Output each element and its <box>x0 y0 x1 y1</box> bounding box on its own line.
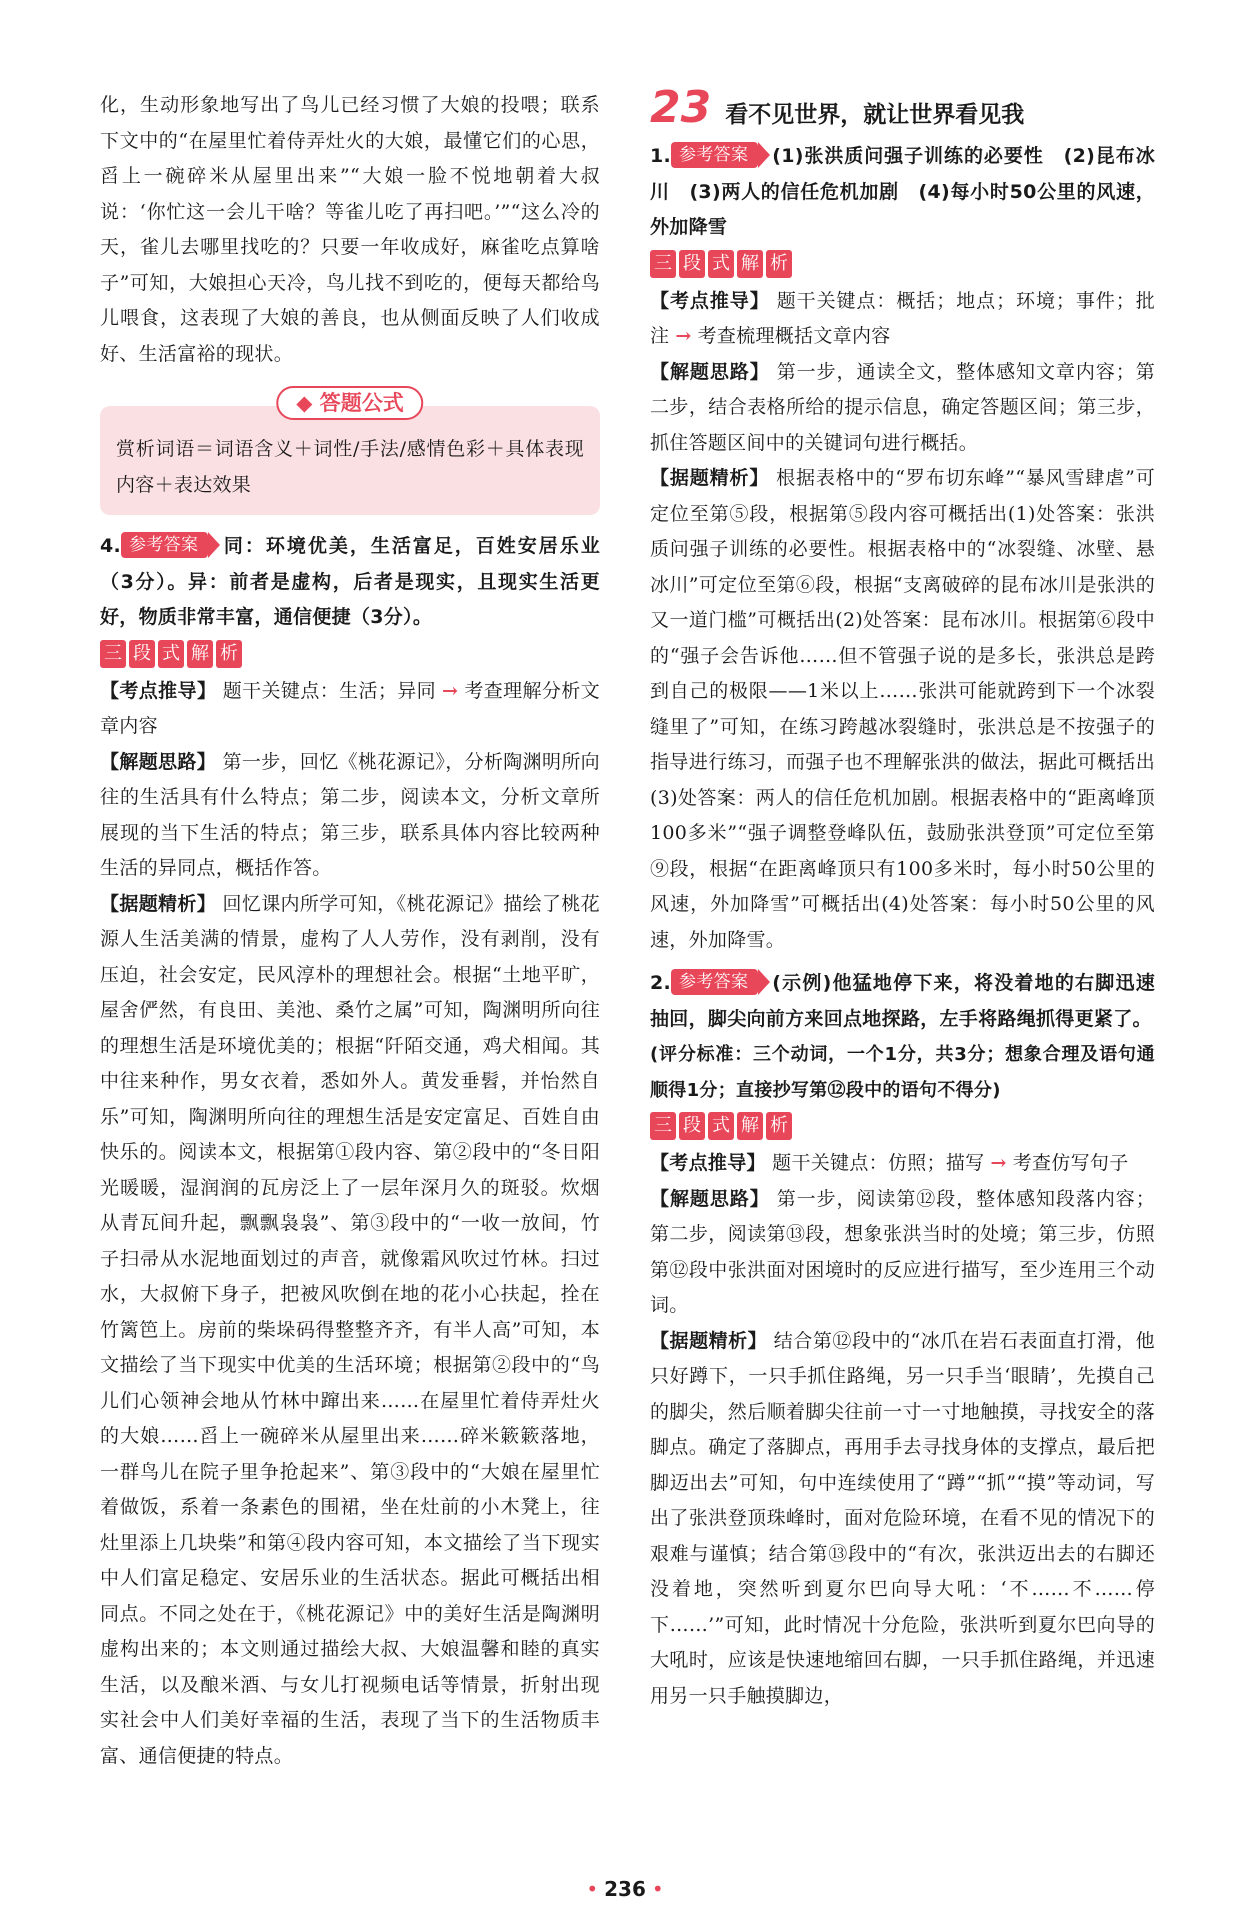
right-column <box>650 82 1156 1714</box>
q4-kaodian <box>100 674 600 745</box>
arrow-icon: → <box>442 679 459 702</box>
q1-jingxi <box>650 461 1155 958</box>
dot-left-icon: • <box>586 1877 599 1901</box>
analysis-char: 段 <box>679 250 705 278</box>
left-column <box>100 88 600 1774</box>
q1-answer-text: (1)张洪质问强子训练的必要性 (2)昆布冰川 (3)两人的信任危机加剧 (4)每小时50公里的风速，外加降雪 <box>650 145 1155 238</box>
section-number: 23 <box>650 82 712 133</box>
page-number <box>0 1877 1250 1901</box>
q2-answer-text: (示例)他猛地停下来，将没着地的右脚迅速抽回，脚尖向前方来回点地探路，左手将路绳抓得更紧了。 <box>650 972 1155 1030</box>
q2-kaodian <box>650 1146 1155 1182</box>
dot-right-icon: • <box>651 1877 664 1901</box>
page-number-text: 236 <box>604 1877 646 1901</box>
analysis-char: 式 <box>708 250 734 278</box>
q1-jt-label: 【解题思路】 <box>650 360 770 383</box>
q1-analysis-bar <box>650 250 1155 278</box>
q1-jt-text: 第一步，通读全文，整体感知文章内容；第二步，结合表格所给的提示信息，确定答题区间；第三步，抓住答题区间中的关键词句进行概括。 <box>650 360 1156 454</box>
analysis-char: 式 <box>708 1112 734 1140</box>
q4-answer-badge: 参考答案 <box>121 532 208 558</box>
q1-kaodian <box>650 284 1155 355</box>
q2-kd-label: 【考点推导】 <box>650 1152 766 1174</box>
analysis-char: 段 <box>129 640 155 668</box>
q1-kd-label: 【考点推导】 <box>650 289 770 312</box>
formula-title: ◆ 答题公式 <box>276 386 423 420</box>
analysis-char: 析 <box>216 640 242 668</box>
analysis-char: 析 <box>766 250 792 278</box>
q4-kd-text: 题干关键点：生活；异同 <box>222 679 437 702</box>
q4-jingxi <box>100 887 600 1775</box>
q4-jt-label: 【解题思路】 <box>100 750 217 773</box>
q2-jt-text: 第一步，阅读第⑫段，整体感知段落内容；第二步，阅读第⑬段，想象张洪当时的处境；第三步，仿照第⑫段中张洪面对困境时的反应进行描写，至少连用三个动词。 <box>650 1187 1156 1316</box>
q1-kd-result: 考查梳理概括文章内容 <box>697 325 891 347</box>
q1-answer-badge: 参考答案 <box>671 142 758 168</box>
q4-jieti <box>100 745 600 887</box>
q4-kd-result: 考查理解分析文章内容 <box>100 679 600 737</box>
q2-jx-text: 结合第⑫段中的“冰爪在岩石表面直打滑，他只好蹲下，一只手抓住路绳，另一只手当‘眼睛’，先摸自己的脚尖，然后顺着脚尖往前一寸一寸地触摸，寻找安全的落脚点。确定了落脚点，再用手去寻找身体的支撑点，最后把脚迈出去”可知，句中连续使用了“蹲”“抓”“摸”等动词，写出了张洪登顶珠峰时，面对危险环境，在看不见的情况下的艰难与谨慎；结合第⑬段中的“有次，张洪迈出去的右脚还没着地，突然听到夏尔巴向导大吼：‘不……不……停下……’”可知，此时情况十分危险，张洪听到夏尔巴向导的大吼时，应该是快速地缩回右脚，一只手抓住路绳，并迅速用另一只手触摸脚边， <box>650 1329 1155 1707</box>
q2-scoring: (评分标准：三个动词，一个1分，共3分；想象合理及语句通顺得1分；直接抄写第⑫段中的语句不得分) <box>650 1044 1155 1101</box>
q2-jt-label: 【解题思路】 <box>650 1187 770 1210</box>
q4-jt-text: 第一步，回忆《桃花源记》，分析陶渊明所向往的生活具有什么特点；第二步，阅读本文，分析文章所展现的当下生活的特点；第三步，联系具体内容比较两种生活的异同点，概括作答。 <box>100 750 600 879</box>
q4-answer-text: 同：环境优美，生活富足，百姓安居乐业（3分）。异：前者是虚构，后者是现实，且现实生活更好，物质非常丰富，通信便捷（3分）。 <box>100 535 600 628</box>
analysis-char: 解 <box>187 640 213 668</box>
q4-analysis-bar <box>100 640 600 668</box>
q2-jieti <box>650 1182 1155 1324</box>
q4-kd-label: 【考点推导】 <box>100 679 217 702</box>
analysis-char: 三 <box>650 1112 676 1140</box>
section-title: 看不见世界，就让世界看见我 <box>725 102 1025 128</box>
analysis-char: 解 <box>737 250 763 278</box>
q1-answer <box>650 139 1155 246</box>
q4-number: 4. <box>100 535 122 557</box>
q4-jx-label: 【据题精析】 <box>100 892 217 915</box>
analysis-char: 式 <box>158 640 184 668</box>
q2-kd-result: 考查仿写句子 <box>1012 1152 1129 1174</box>
q1-jx-label: 【据题精析】 <box>650 467 770 489</box>
q2-number: 2. <box>650 972 672 994</box>
analysis-char: 三 <box>650 250 676 278</box>
section-header <box>650 82 1155 133</box>
analysis-char: 析 <box>766 1112 792 1140</box>
q2-answer-badge: 参考答案 <box>671 969 758 995</box>
q2-jingxi <box>650 1324 1155 1715</box>
q4-answer <box>100 529 600 636</box>
q2-jx-label: 【据题精析】 <box>650 1329 768 1352</box>
q1-kd-text: 题干关键点：概括；地点；环境；事件；批注 <box>650 289 1156 347</box>
q1-jieti <box>650 355 1155 462</box>
arrow-icon: → <box>990 1152 1007 1174</box>
q1-jx-text: 根据表格中的“罗布切东峰”“暴风雪肆虐”可定位至第⑤段，根据第⑤段内容可概括出(1)处答案：张洪质问强子训练的必要性。根据表格中的“冰裂缝、冰壁、悬冰川”可定位至第⑥段，根据“支离破碎的昆布冰川是张洪的又一道门槛”可概括出(2)处答案：昆布冰川。根据第⑥段中的“强子会告诉他……但不管强子说的是多长，张洪总是跨到自己的极限——1米以上……张洪可能就跨到下一个冰裂缝里了”可知，在练习跨越冰裂缝时，张洪总是不按强子的指导进行练习，而强子也不理解张洪的做法，据此可概括出(3)处答案：两人的信任危机加剧。根据表格中的“距离峰顶100多米”“强子调整登峰队伍，鼓励张洪登顶”可定位至第⑨段，根据“在距离峰顶只有100多米时，每小时50公里的风速，外加降雪”可概括出(4)处答案：每小时50公里的风速，外加降雪。 <box>650 467 1155 951</box>
formula-text: 赏析词语＝词语含义＋词性/手法/感情色彩＋具体表现内容＋表达效果 <box>116 438 584 496</box>
arrow-icon: → <box>675 325 692 347</box>
analysis-char: 段 <box>679 1112 705 1140</box>
q2-analysis-bar <box>650 1112 1155 1140</box>
formula-box <box>100 391 600 515</box>
q1-number: 1. <box>650 145 672 167</box>
analysis-char: 解 <box>737 1112 763 1140</box>
q2-kd-text: 题干关键点：仿照；描写 <box>772 1152 985 1174</box>
analysis-char: 三 <box>100 640 126 668</box>
q4-jx-text: 回忆课内所学可知，《桃花源记》描绘了桃花源人生活美满的情景，虚构了人人劳作，没有剥削，没有压迫，社会安定，民风淳朴的理想社会。根据“土地平旷，屋舍俨然，有良田、美池、桑竹之属”可知，陶渊明所向往的理想生活是环境优美的；根据“阡陌交通，鸡犬相闻。其中往来种作，男女衣着，悉如外人。黄发垂髫，并怡然自乐”可知，陶渊明所向往的理想生活是安定富足、百姓自由快乐的。阅读本文，根据第①段内容、第②段中的“冬日阳光暖暖，湿润润的瓦房泛上了一层年深月久的斑驳。炊烟从青瓦间升起，飘飘袅袅”、第③段中的“一收一放间，竹子扫帚从水泥地面划过的声音，就像霜风吹过竹林。扫过水，大叔俯下身子，把被风吹倒在地的花小心扶起，拴在竹篱笆上。房前的柴垛码得整整齐齐，有半人高”可知，本文描绘了当下现实中优美的生活环境；根据第②段中的“鸟儿们心领神会地从竹林中蹿出来……在屋里忙着侍弄灶火的大娘……舀上一碗碎米从屋里出来……碎米簌簌落地，一群鸟儿在院子里争抢起来”、第③段中的“大娘在屋里忙着做饭，系着一条素色的围裙，坐在灶前的小木凳上，往灶里添上几块柴”和第④段内容可知，本文描绘了当下现实中人们富足稳定、安居乐业的生活状态。据此可概括出相同点。不同之处在于，《桃花源记》中的美好生活是陶渊明虚构出来的；本文则通过描绘大叔、大娘温馨和睦的真实生活，以及酿米酒、与女儿打视频电话等情景，折射出现实社会中人们美好幸福的生活，表现了当下的生活物质丰富、通信便捷的特点。 <box>100 892 600 1767</box>
q2-answer <box>650 966 1155 1037</box>
intro-paragraph: 化，生动形象地写出了鸟儿已经习惯了大娘的投喂；联系下文中的“在屋里忙着侍弄灶火的大娘，最懂它们的心思，舀上一碗碎米从屋里出来”“大娘一脸不悦地朝着大叔说：‘你忙这一会儿干啥？等雀儿吃了再扫吧。’”“这么冷的天，雀儿去哪里找吃的？只要一年收成好，麻雀吃点算啥子”可知，大娘担心天冷，鸟儿找不到吃的，便每天都给鸟儿喂食，这表现了大娘的善良，也从侧面反映了人们收成好、生活富裕的现状。 <box>100 94 600 365</box>
